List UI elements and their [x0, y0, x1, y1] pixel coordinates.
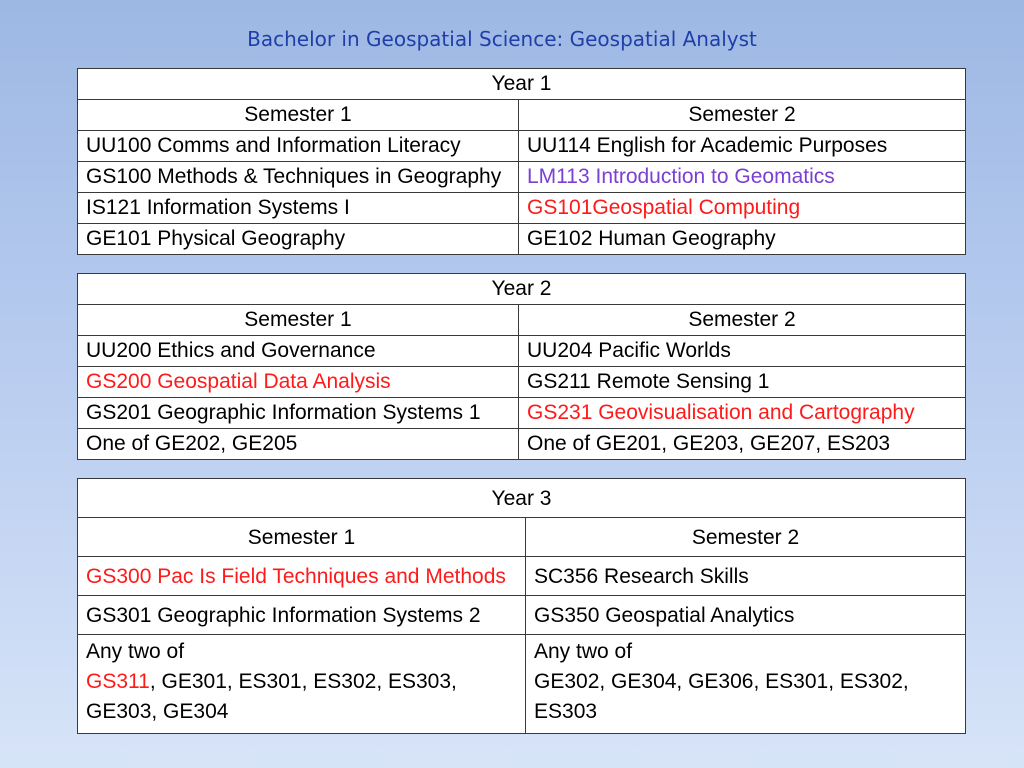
course-cell: UU204 Pacific Worlds: [519, 336, 966, 367]
course-cell: IS121 Information Systems I: [78, 193, 519, 224]
elective-intro: Any two of: [534, 640, 633, 663]
course-cell: GS201 Geographic Information Systems 1: [78, 398, 519, 429]
elective-highlighted-course: GS311: [86, 670, 150, 693]
year-heading: Year 2: [78, 274, 966, 305]
semester-1-heading: Semester 1: [78, 100, 519, 131]
year-1-table: [77, 68, 966, 255]
course-cell: One of GE202, GE205: [78, 429, 519, 460]
semester-1-heading: Semester 1: [78, 305, 519, 336]
course-cell-highlighted: GS300 Pac Is Field Techniques and Methods: [78, 557, 526, 596]
course-cell-highlighted: GS200 Geospatial Data Analysis: [78, 367, 519, 398]
course-cell-highlighted: GS101Geospatial Computing: [519, 193, 966, 224]
elective-course-list: , GE301, ES301, ES302, ES303, GE303, GE304: [86, 670, 457, 723]
course-cell: GS211 Remote Sensing 1: [519, 367, 966, 398]
course-cell: SC356 Research Skills: [526, 557, 966, 596]
course-cell: GS301 Geographic Information Systems 2: [78, 596, 526, 635]
year-2-table: [77, 273, 966, 460]
elective-cell: [526, 635, 966, 734]
course-cell: GE101 Physical Geography: [78, 224, 519, 255]
year-3-table: [77, 478, 966, 734]
semester-2-heading: Semester 2: [519, 305, 966, 336]
semester-2-heading: Semester 2: [526, 518, 966, 557]
course-cell-highlighted: GS231 Geovisualisation and Cartography: [519, 398, 966, 429]
elective-intro: Any two of: [86, 640, 185, 663]
course-cell: GE102 Human Geography: [519, 224, 966, 255]
elective-course-list: GE302, GE304, GE306, ES301, ES302, ES303: [534, 670, 909, 723]
course-cell: One of GE201, GE203, GE207, ES203: [519, 429, 966, 460]
elective-cell: [78, 635, 526, 734]
year-heading: Year 3: [78, 479, 966, 518]
course-cell: UU100 Comms and Information Literacy: [78, 131, 519, 162]
semester-1-heading: Semester 1: [78, 518, 526, 557]
course-cell: UU114 English for Academic Purposes: [519, 131, 966, 162]
semester-2-heading: Semester 2: [519, 100, 966, 131]
course-cell: GS100 Methods & Techniques in Geography: [78, 162, 519, 193]
year-heading: Year 1: [78, 69, 966, 100]
course-cell: UU200 Ethics and Governance: [78, 336, 519, 367]
page-title: Bachelor in Geospatial Science: Geospatial Analyst: [247, 27, 757, 51]
course-cell: GS350 Geospatial Analytics: [526, 596, 966, 635]
course-cell-highlighted: LM113 Introduction to Geomatics: [519, 162, 966, 193]
